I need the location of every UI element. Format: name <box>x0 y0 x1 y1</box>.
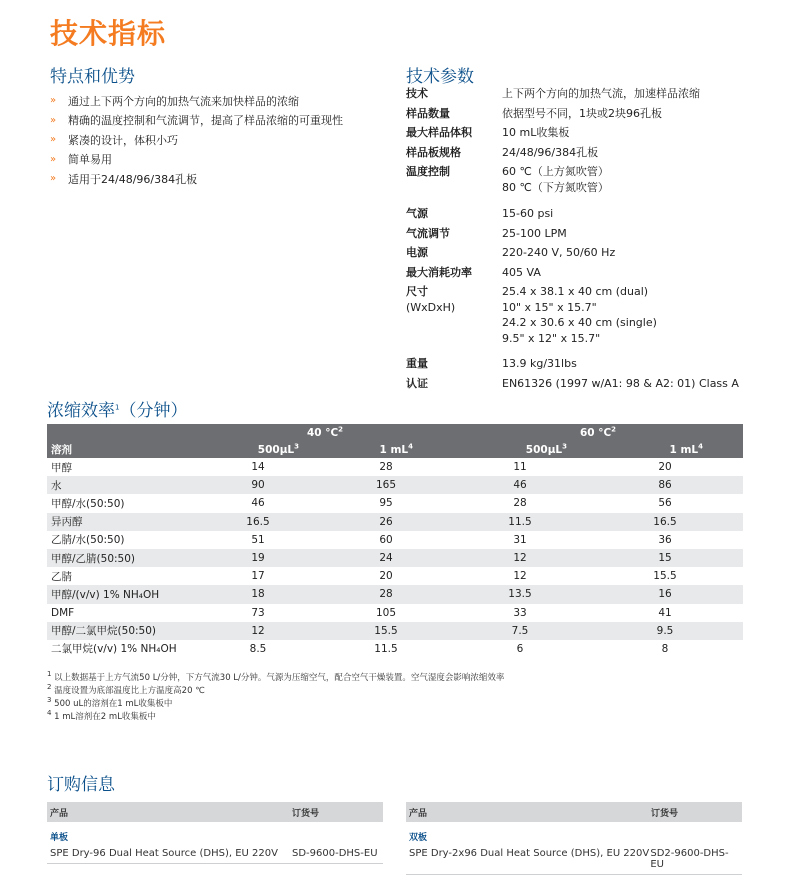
table-row <box>47 567 743 585</box>
solvent-cell: DMF <box>47 604 197 622</box>
value-cell: 51 <box>197 531 319 549</box>
value-cell: 13.5 <box>453 585 587 603</box>
order-header: 产品 订货号 <box>47 802 383 822</box>
bullet-icon: » <box>50 134 57 146</box>
spec-row: 电源 220-240 V, 50/60 Hz <box>406 246 616 259</box>
bullet-icon: » <box>50 95 57 107</box>
value-cell: 12 <box>197 622 319 640</box>
value-cell: 11 <box>453 458 587 476</box>
value-cell: 105 <box>319 604 453 622</box>
spec-row: 技术 上下两个方向的加热气流，加速样品浓缩 <box>406 87 700 100</box>
solvent-cell: 异丙醇 <box>47 513 197 531</box>
table-row <box>47 531 743 549</box>
solvent-cell: 乙腈/水(50:50) <box>47 531 197 549</box>
table-row <box>47 549 743 567</box>
footnote: $^3$ 500 uL的溶剂在1 mL收集板中 <box>47 696 173 709</box>
table-row <box>47 458 743 476</box>
value-cell: 90 <box>197 476 319 494</box>
feature-item: » 紧凑的设计，体积小巧 <box>50 133 178 147</box>
value-cell: 16.5 <box>197 513 319 531</box>
value-cell: 24 <box>319 549 453 567</box>
value-cell: 8.5 <box>197 640 319 658</box>
spec-row: 气流调节 25-100 LPM <box>406 226 567 240</box>
value-cell: 8 <box>587 640 743 658</box>
order-header: 产品 订货号 <box>406 802 742 822</box>
value-cell: 16 <box>587 585 743 603</box>
table-row <box>47 604 743 622</box>
spec-row: 样品板规格 24/48/96/384孔板 <box>406 145 599 159</box>
value-cell: 6 <box>453 640 587 658</box>
table-row <box>47 494 743 512</box>
footnote: $^4$ 1 mL溶剂在2 mL收集板中 <box>47 709 156 722</box>
order-row: SPE Dry-96 Dual Heat Source (DHS), EU 220V SD-9600-DHS-EU <box>47 848 383 864</box>
order-row: SPE Dry-2x96 Dual Heat Source (DHS), EU 220V SD2-9600-DHS-EU <box>406 848 742 875</box>
specs-table <box>406 86 756 391</box>
spec-row: 温度控制 60 ℃（上方氮吹管） 80 ℃（下方氮吹管） <box>406 165 609 194</box>
value-cell: 56 <box>587 494 743 512</box>
bullet-icon: » <box>50 173 57 185</box>
solvent-cell: 乙腈 <box>47 567 197 585</box>
spec-row: 最大消耗功率 405 VA <box>406 265 541 279</box>
value-cell: 18 <box>197 585 319 603</box>
value-cell: 12 <box>453 549 587 567</box>
value-cell: 46 <box>197 494 319 512</box>
value-cell: 95 <box>319 494 453 512</box>
solvent-cell: 甲醇/乙腈(50:50) <box>47 549 197 567</box>
order-dual: 产品 订货号 双板 SPE Dry-2x96 Dual Heat Source (DHS), EU 220V SD2-9600-DHS-EU <box>406 802 742 875</box>
spec-row: 气源 15-60 psi <box>406 207 554 220</box>
footnote: $^1$ 以上数据基于上方气流50 L/分钟，下方气流30 L/分钟。气源为压缩空气，配合空气干燥装置。空气湿度会影响浓缩效率 <box>47 670 505 683</box>
value-cell: 86 <box>587 476 743 494</box>
value-cell: 73 <box>197 604 319 622</box>
bullet-icon: » <box>50 114 57 126</box>
value-cell: 12 <box>453 567 587 585</box>
group-60c: 60 $^\circ C^2$ <box>453 424 743 441</box>
efficiency-table <box>47 424 743 658</box>
value-cell: 26 <box>319 513 453 531</box>
value-cell: 11.5 <box>319 640 453 658</box>
value-cell: 14 <box>197 458 319 476</box>
value-cell: 7.5 <box>453 622 587 640</box>
specs-title: 技术参数 <box>406 67 474 87</box>
value-cell: 31 <box>453 531 587 549</box>
bullet-icon: » <box>50 153 57 165</box>
table-row <box>47 585 743 603</box>
feature-item: » 精确的温度控制和气流调节，提高了样品浓缩的可重现性 <box>50 114 343 128</box>
table-row <box>47 513 743 531</box>
footnote: $^2$ 温度设置为底部温度比上方温度高20 ℃ <box>47 683 205 696</box>
spec-row: 重量 13.9 kg/31lbs <box>406 357 577 370</box>
value-cell: 60 <box>319 531 453 549</box>
value-cell: 15.5 <box>587 567 743 585</box>
value-cell: 28 <box>319 458 453 476</box>
solvent-cell: 甲醇/(v/v) 1% NH₄OH <box>47 585 197 603</box>
feature-item: » 简单易用 <box>50 153 112 167</box>
table-column-header: 溶剂 $500\mu L^3$ 1 $mL^4$ $500\mu L^3$ 1 $mL^4$ <box>47 441 743 458</box>
features-list <box>50 91 390 189</box>
group-40c: 40 $^\circ C^2$ <box>197 424 453 441</box>
footnotes <box>47 672 504 724</box>
value-cell: 165 <box>319 476 453 494</box>
value-cell: 17 <box>197 567 319 585</box>
value-cell: 33 <box>453 604 587 622</box>
solvent-cell: 甲醇 <box>47 458 197 476</box>
solvent-cell: 甲醇/二氯甲烷(50:50) <box>47 622 197 640</box>
solvent-cell: 二氯甲烷(v/v) 1% NH₄OH <box>47 640 197 658</box>
value-cell: 19 <box>197 549 319 567</box>
value-cell: 11.5 <box>453 513 587 531</box>
page-title: 技术指标 <box>50 17 167 50</box>
feature-item: » 通过上下两个方向的加热气流来加快样品的浓缩 <box>50 94 299 108</box>
table-row <box>47 640 743 658</box>
spec-row: 样品数量 依据型号不同，1块或2块96孔板 <box>406 106 662 120</box>
order-single: 产品 订货号 单板 SPE Dry-96 Dual Heat Source (DHS), EU 220V SD-9600-DHS-EU <box>47 802 383 864</box>
value-cell: 28 <box>319 585 453 603</box>
value-cell: 36 <box>587 531 743 549</box>
solvent-cell: 水 <box>47 476 197 494</box>
table-row <box>47 476 743 494</box>
table-group-header <box>47 424 743 441</box>
value-cell: 28 <box>453 494 587 512</box>
value-cell: 41 <box>587 604 743 622</box>
spec-row: 最大样品体积 10 mL收集板 <box>406 126 570 139</box>
ordering-title: 订购信息 <box>47 775 115 795</box>
value-cell: 20 <box>587 458 743 476</box>
spec-row: 尺寸 (WxDxH) 25.4 x 38.1 x 40 cm (dual) 10" x 15" x 15.7" 24.2 x 30.6 x 40 cm (single) 9.5" x 12" x 15.7" <box>406 285 657 345</box>
spec-row: 认证 EN61326 (1997 w/A1: 98 & A2: 01) Class A <box>406 376 739 390</box>
features-title: 特点和优势 <box>50 67 135 87</box>
table-row <box>47 622 743 640</box>
value-cell: 15.5 <box>319 622 453 640</box>
solvent-cell: 甲醇/水(50:50) <box>47 494 197 512</box>
value-cell: 16.5 <box>587 513 743 531</box>
value-cell: 15 <box>587 549 743 567</box>
efficiency-title: 浓缩效率$^1$（分钟） <box>47 401 188 421</box>
value-cell: 9.5 <box>587 622 743 640</box>
value-cell: 46 <box>453 476 587 494</box>
feature-item: » 适用于24/48/96/384孔板 <box>50 172 198 186</box>
value-cell: 20 <box>319 567 453 585</box>
